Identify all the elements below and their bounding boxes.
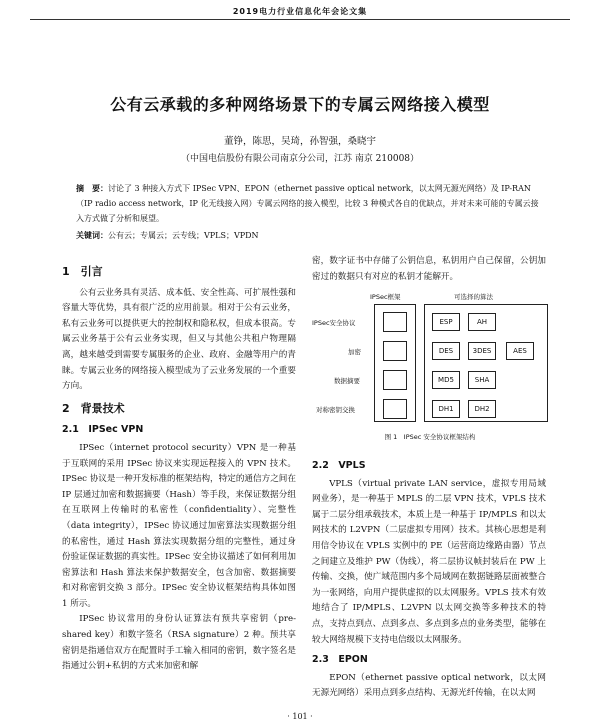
framework-slot [383, 341, 407, 361]
algorithm-box: DH2 [468, 400, 496, 418]
figure-col-head-algorithms: 可选择的算法 [454, 293, 493, 301]
subsection-heading-epon: 2.3 EPON [312, 654, 368, 666]
section-heading-background: 2 背景技术 [62, 401, 125, 415]
abstract-text: 讨论了 3 种接入方式下 IPSec VPN、EPON（ethernet passive optical network，以太网无源光网络）及 IP-RAN（IP radio access network，IP 化无线接入网）专属云网络的接入模型，比较 3 种模式各自的优缺点，并对未来可能的专属云接入方式做了分析和展望。 [76, 184, 539, 223]
algorithm-box: 3DES [468, 342, 496, 360]
framework-slot [383, 312, 407, 332]
section-heading-intro: 1 引言 [62, 265, 103, 278]
algorithm-box: MD5 [432, 371, 460, 389]
paragraph-ipsec-2: IPSec 协议常用的身份认证算法有预共享密钥（pre-shared key）和数字签名（RSA signature）2 种。预共享密钥是指通信双方在配置时手工输入相同的密钥，数字签名是指通过公钥+私钥的方式来加密和解 [62, 614, 296, 672]
keywords-text: 公有云；专属云；云专线；VPLS；VPDN [108, 231, 259, 240]
right-column-bottom [312, 454, 546, 702]
paper-title: 公有云承载的多种网络场景下的专属云网络接入模型 [110, 95, 490, 114]
algorithm-box: DH1 [432, 400, 460, 418]
paragraph-continued: 密，数字证书中存储了公钥信息，私钥用户自己保留，公钥加密过的数据只有对应的私钥才能解开。 [312, 256, 546, 282]
header-rule [30, 19, 570, 20]
algorithm-box: ESP [432, 313, 460, 331]
authors: 董铮，陈思，吴琦，孙智强，桑晓宇 [223, 136, 376, 147]
paragraph-ipsec-1: IPSec（internet protocol security）VPN 是一种基于互联网的采用 IPSec 协议来实现远程接入的 VPN 技术。IPSec 协议是一种开发标准的框架结构，特定的通信方之间在 IP 层通过加密和数据摘要（Hash）等手段，来保证数据分组在互联网上传输时的私密性（confidentiality）、完整性（data integrity），IPSec 协议通过加密算法实现数据分组的私密性，通过 Hash 算法实现数据分组的完整性，通过身份验证保证数据的真实性。IPSec 安全协议描述了如何利用加密算法和 Hash 算法来保护数据安全，包含加密、数据摘要和对称密钥交换 3 部分。IPSec 安全协议框架结构具体如图 1 所示。 [62, 442, 296, 609]
figure-row-label: IPSec安全协议 [312, 319, 356, 327]
running-header: 2019电力行业信息化年会论文集 [232, 7, 368, 16]
algorithm-box: AES [506, 342, 534, 360]
framework-slot [383, 399, 407, 419]
figure-caption: 图 1 IPSec 安全协议框架结构 [384, 433, 476, 441]
paragraph-vpls: VPLS（virtual private LAN service，虚拟专用局域网业务），是一种基于 MPLS 的二层 VPN 技术，VPLS 技术属于二层分组承载技术，本质上是一种基于 IP/MPLS 和以太网技术的 L2VPN（二层虚拟专用网）技术。其核心思想是利用信令协议在 VPLS 实例中的 PE（运营商边缘路由器）节点之间建立及维护 PW（伪线），将二层协议帧封装后在 PW 上传输、交换，使广域范围内多个局域网在数据链路层面被整合为一张网络，向用户提供虚拟的以太网服务。VPLS 技术有效地结合了 IP/MPLS、L2VPN 以太网交换等多种技术的特点，支持点到点、点到多点、多点到多点的业务类型，能够在较大网络规模下支持电信级以太网服务。 [312, 478, 546, 645]
right-column-top [312, 254, 546, 285]
figure-row-label: 对称密钥交换 [316, 406, 355, 414]
left-column [62, 258, 296, 675]
figure-row-label: 加密 [348, 348, 361, 356]
keywords-label: 关键词： [76, 230, 108, 240]
affiliation: （中国电信股份有限公司南京分公司，江苏 南京 210008） [180, 154, 420, 164]
framework-slot [383, 370, 407, 390]
algorithm-box: DES [432, 342, 460, 360]
paragraph-intro: 公有云业务具有灵活、成本低、安全性高、可扩展性强和容量大等优势，具有很广泛的应用前景。相对于公有云业务，私有云业务可以提供更大的控制权和隐私权，但成本很高。专属云业务基于公有云业务实现，但又与其他公共租户物理隔离，越来越受到需要专属服务的企业、政府、金融等用户的青睐。专属云业务的网络接入模型成为了云业务发展的一个重要方向。 [62, 287, 296, 392]
subsection-heading-vpls: 2.2 VPLS [312, 460, 366, 471]
page-number: · 101 · [287, 712, 313, 721]
keywords [76, 230, 546, 241]
abstract [76, 181, 546, 226]
figure-ipsec-framework [312, 292, 548, 440]
figure-row-label: 数据摘要 [334, 377, 360, 385]
abstract-label: 摘 要： [76, 184, 108, 193]
subsection-heading-ipsec: 2.1 IPSec VPN [62, 424, 144, 436]
algorithm-box: AH [468, 313, 496, 331]
paragraph-epon: EPON（ethernet passive optical network，以太网无源光网络）采用点到多点结构、无源光纤传输，在以太网 [312, 672, 546, 699]
figure-col-head-framework: IPSec框架 [370, 293, 401, 301]
algorithm-box: SHA [468, 371, 496, 389]
